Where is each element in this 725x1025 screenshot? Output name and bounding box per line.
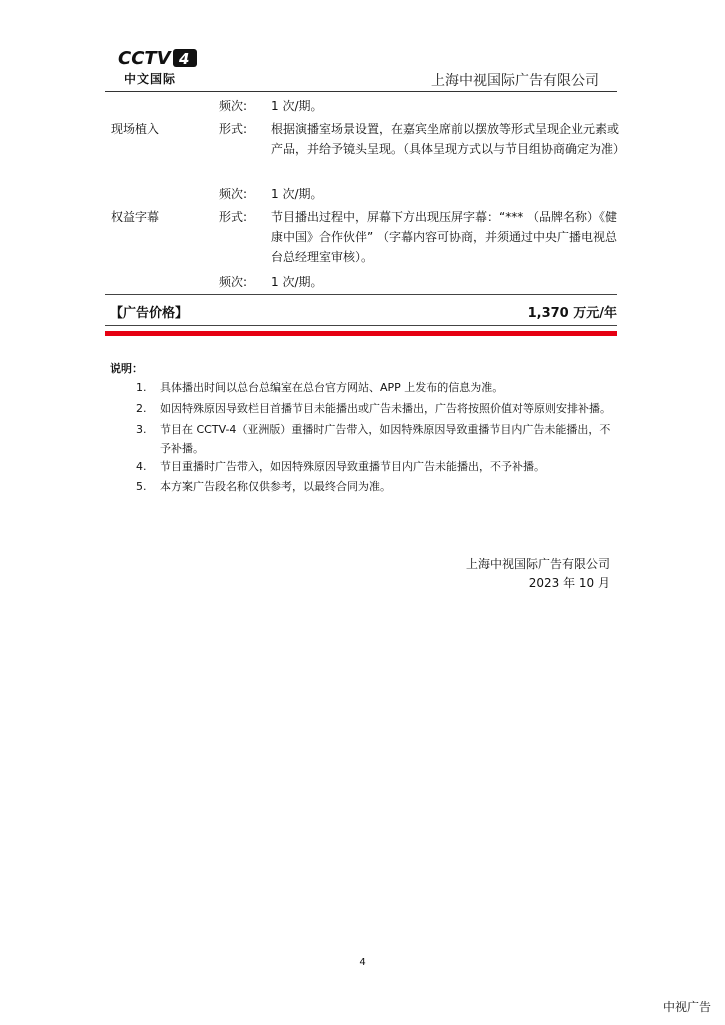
note-number: 4. — [136, 460, 147, 473]
caption-rights-form: 节目播出过程中，屏幕下方出现压屏字幕：“*** （品牌名称）《健康中国》合作伙伴” （字幕内容可协商，并须通过中央广播电视总台总经理室审核）。 — [271, 210, 618, 264]
notes-title: 说明： — [110, 362, 143, 375]
note-text: 本方案广告段名称仅供参考，以最终合同为准。 — [160, 480, 391, 493]
logo-channel-text: 4 — [179, 50, 190, 68]
page-number: 4 — [359, 957, 366, 968]
frequency-value: 1 次/期。 — [271, 275, 323, 289]
note-text: 如因特殊原因导致栏目首播节目未能播出或广告未播出，广告将按照价值对等原则安排补播。 — [160, 402, 611, 415]
cctv-logo-icon — [118, 47, 198, 69]
watermark-text: 中视广告 — [662, 1000, 711, 1014]
note-number: 3. — [136, 423, 147, 436]
note-number: 1. — [136, 381, 147, 394]
form-key: 形式: — [219, 122, 248, 136]
signature-date: 2023 年 10 月 — [528, 576, 610, 590]
red-accent-bar — [105, 331, 617, 336]
logo-subtitle: 中文国际 — [124, 72, 177, 86]
ad-price-value: 1,370 万元/年 — [527, 306, 617, 321]
frequency-key: 频次: — [219, 187, 248, 201]
note-text: 具体播出时间以总台总编室在总台官方网站、APP 上发布的信息为准。 — [160, 381, 504, 394]
caption-rights-label: 权益字幕 — [111, 210, 160, 224]
frequency-key: 频次: — [219, 99, 248, 113]
note-number: 2. — [136, 402, 147, 415]
scene-placement-form: 根据演播室场景设置，在嘉宾坐席前以摆放等形式呈现企业元素或产品，并给予镜头呈现。（具体呈现方式以与节目组协商确定为准） — [271, 122, 626, 156]
frequency-value: 1 次/期。 — [271, 187, 323, 201]
header-divider — [105, 91, 617, 92]
price-top-divider — [105, 294, 617, 295]
logo-cctv-text: CCTV — [118, 48, 171, 69]
signature-company: 上海中视国际广告有限公司 — [465, 557, 610, 571]
scene-placement-label: 现场植入 — [111, 122, 160, 136]
frequency-value: 1 次/期。 — [271, 99, 323, 113]
header-company: 上海中视国际广告有限公司 — [431, 73, 599, 89]
cctv4-logo — [118, 47, 198, 85]
frequency-key: 频次: — [219, 275, 248, 289]
note-number: 5. — [136, 480, 147, 493]
price-bottom-divider — [105, 325, 617, 326]
note-text: 节目重播时广告带入，如因特殊原因导致重播节目内广告未能播出，不予补播。 — [160, 460, 545, 473]
ad-price-label: 【广告价格】 — [110, 306, 189, 321]
note-text: 节目在 CCTV-4（亚洲版）重播时广告带入，如因特殊原因导致重播节目内广告未能播出，不予补播。 — [160, 423, 611, 455]
form-key: 形式: — [219, 210, 248, 224]
